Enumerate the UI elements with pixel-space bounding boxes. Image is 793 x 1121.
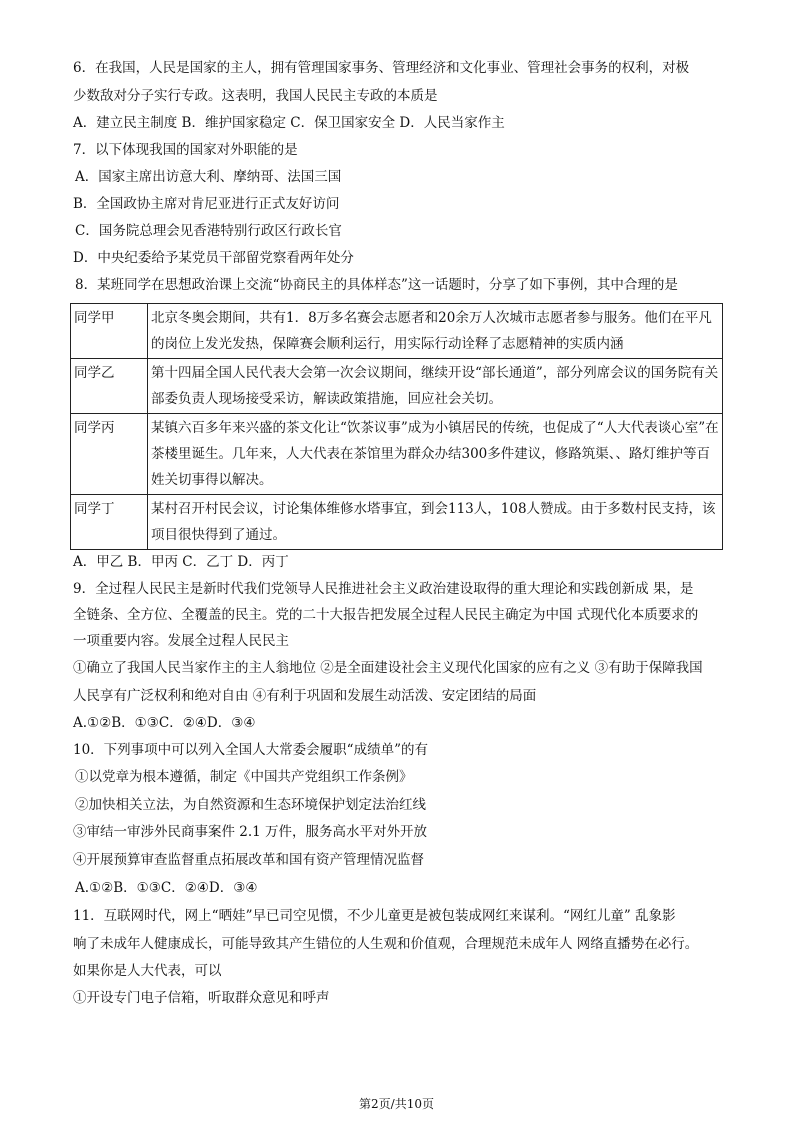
table-row — [71, 359, 723, 414]
q7-option-b: B．全国政协主席对肯尼亚进行正式友好访问 — [73, 196, 340, 212]
q8-example-table — [70, 303, 723, 550]
student-name-cell: 同学乙 — [71, 359, 148, 414]
q9-items-line1: ①确立了我国人民当家作主的主人翁地位 ②是全面建设社会主义现代化国家的应有之义 ③有助于保障我国 — [73, 660, 703, 676]
example-text-cell: 第十四届全国人民代表大会第一次会议期间，继续开设“部长通道”，部分列席会议的国务院有关部委负责人现场接受采访，解读政策措施，回应社会关切。 — [148, 359, 723, 414]
q9-stem-line2: 全链条、全方位、全覆盖的民主。党的二十大报告把发展全过程人民民主确定为中国 式现代化本质要求的 — [73, 607, 699, 623]
q10-item-3: ③审结一审涉外民商事案件 2.1 万件，服务高水平对外开放 — [73, 824, 428, 840]
q7-stem: 7．以下体现我国的国家对外职能的是 — [73, 142, 298, 158]
table-row — [71, 495, 723, 550]
q9-options: A.①②B．①③C．②④D．③④ — [73, 715, 256, 731]
student-name-cell: 同学丁 — [71, 495, 148, 550]
q10-options: A.①②B．①③C．②④D．③④ — [75, 880, 258, 896]
q10-item-2: ②加快相关立法，为自然资源和生态环境保护划定法治红线 — [75, 797, 426, 813]
q11-stem-line1: 11．互联网时代，网上“晒娃”早已司空见惯，不少儿童更是被包装成网红来谋利。“网红儿童” 乱象影 — [73, 908, 676, 924]
q6-options: A．建立民主制度 B．维护国家稳定 C．保卫国家安全 D．人民当家作主 — [73, 115, 505, 131]
example-text-cell: 北京冬奥会期间，共有1．8万多名赛会志愿者和20余万人次城市志愿者参与服务。他们在平凡的岗位上发光发热，保障赛会顺利运行，用实际行动诠释了志愿精神的实质内涵 — [148, 304, 723, 359]
q10-item-4: ④开展预算审查监督重点拓展改革和国有资产管理情况监督 — [73, 852, 424, 868]
q11-stem-line3: 如果你是人大代表，可以 — [73, 963, 222, 979]
q9-items-line2: 人民享有广泛权利和绝对自由 ④有利于巩固和发展生动活泼、安定团结的局面 — [73, 688, 537, 704]
student-name-cell: 同学丙 — [71, 414, 148, 495]
q9-stem-line3: 一项重要内容。发展全过程人民民主 — [73, 633, 289, 649]
q8-options: A．甲乙 B．甲丙 C．乙丁 D．丙丁 — [73, 554, 289, 570]
q8-stem: 8．某班同学在思想政治课上交流“协商民主的具体样态”这一话题时，分享了如下事例，其中合理的是 — [75, 277, 678, 293]
q10-stem: 10．下列事项中可以列入全国人大常委会履职“成绩单”的有 — [73, 742, 428, 758]
page-number-footer: 第2页/共10页 — [359, 1097, 434, 1111]
q7-option-c: C．国务院总理会见香港特别行政区行政长官 — [75, 223, 342, 239]
table-row — [71, 304, 723, 359]
example-text-cell: 某镇六百多年来兴盛的茶文化让“饮茶议事”成为小镇居民的传统，也促成了“人大代表谈心室”在茶楼里诞生。几年来，人大代表在茶馆里为群众办结300多件建议，修路筑渠、、路灯维护等百姓关切事得以解决。 — [148, 414, 723, 495]
q7-option-a: A．国家主席出访意大利、摩纳哥、法国三国 — [75, 169, 342, 185]
q11-stem-line2: 响了未成年人健康成长，可能导致其产生错位的人生观和价值观，合理规范未成年人 网络直播势在必行。 — [73, 936, 699, 952]
q6-stem-line2: 少数敌对分子实行专政。这表明，我国人民民主专政的本质是 — [73, 88, 438, 104]
q7-option-d: D．中央纪委给予某党员干部留党察看两年处分 — [73, 250, 354, 266]
student-name-cell: 同学甲 — [71, 304, 148, 359]
q11-item-1: ①开设专门电子信箱，听取群众意见和呼声 — [73, 990, 330, 1006]
table-row — [71, 414, 723, 495]
q9-stem-line1: 9．全过程人民民主是新时代我们党领导人民推进社会主义政治建设取得的重大理论和实践创新成 果，是 — [73, 581, 694, 597]
example-text-cell: 某村召开村民会议，讨论集体维修水塔事宜，到会113人，108人赞成。由于多数村民支持，该项目很快得到了通过。 — [148, 495, 723, 550]
q6-stem-line1: 6．在我国，人民是国家的主人，拥有管理国家事务、管理经济和文化事业、管理社会事务的权利，对极 — [73, 60, 690, 76]
q10-item-1: ①以党章为根本遵循，制定《中国共产党组织工作条例》 — [75, 769, 413, 785]
